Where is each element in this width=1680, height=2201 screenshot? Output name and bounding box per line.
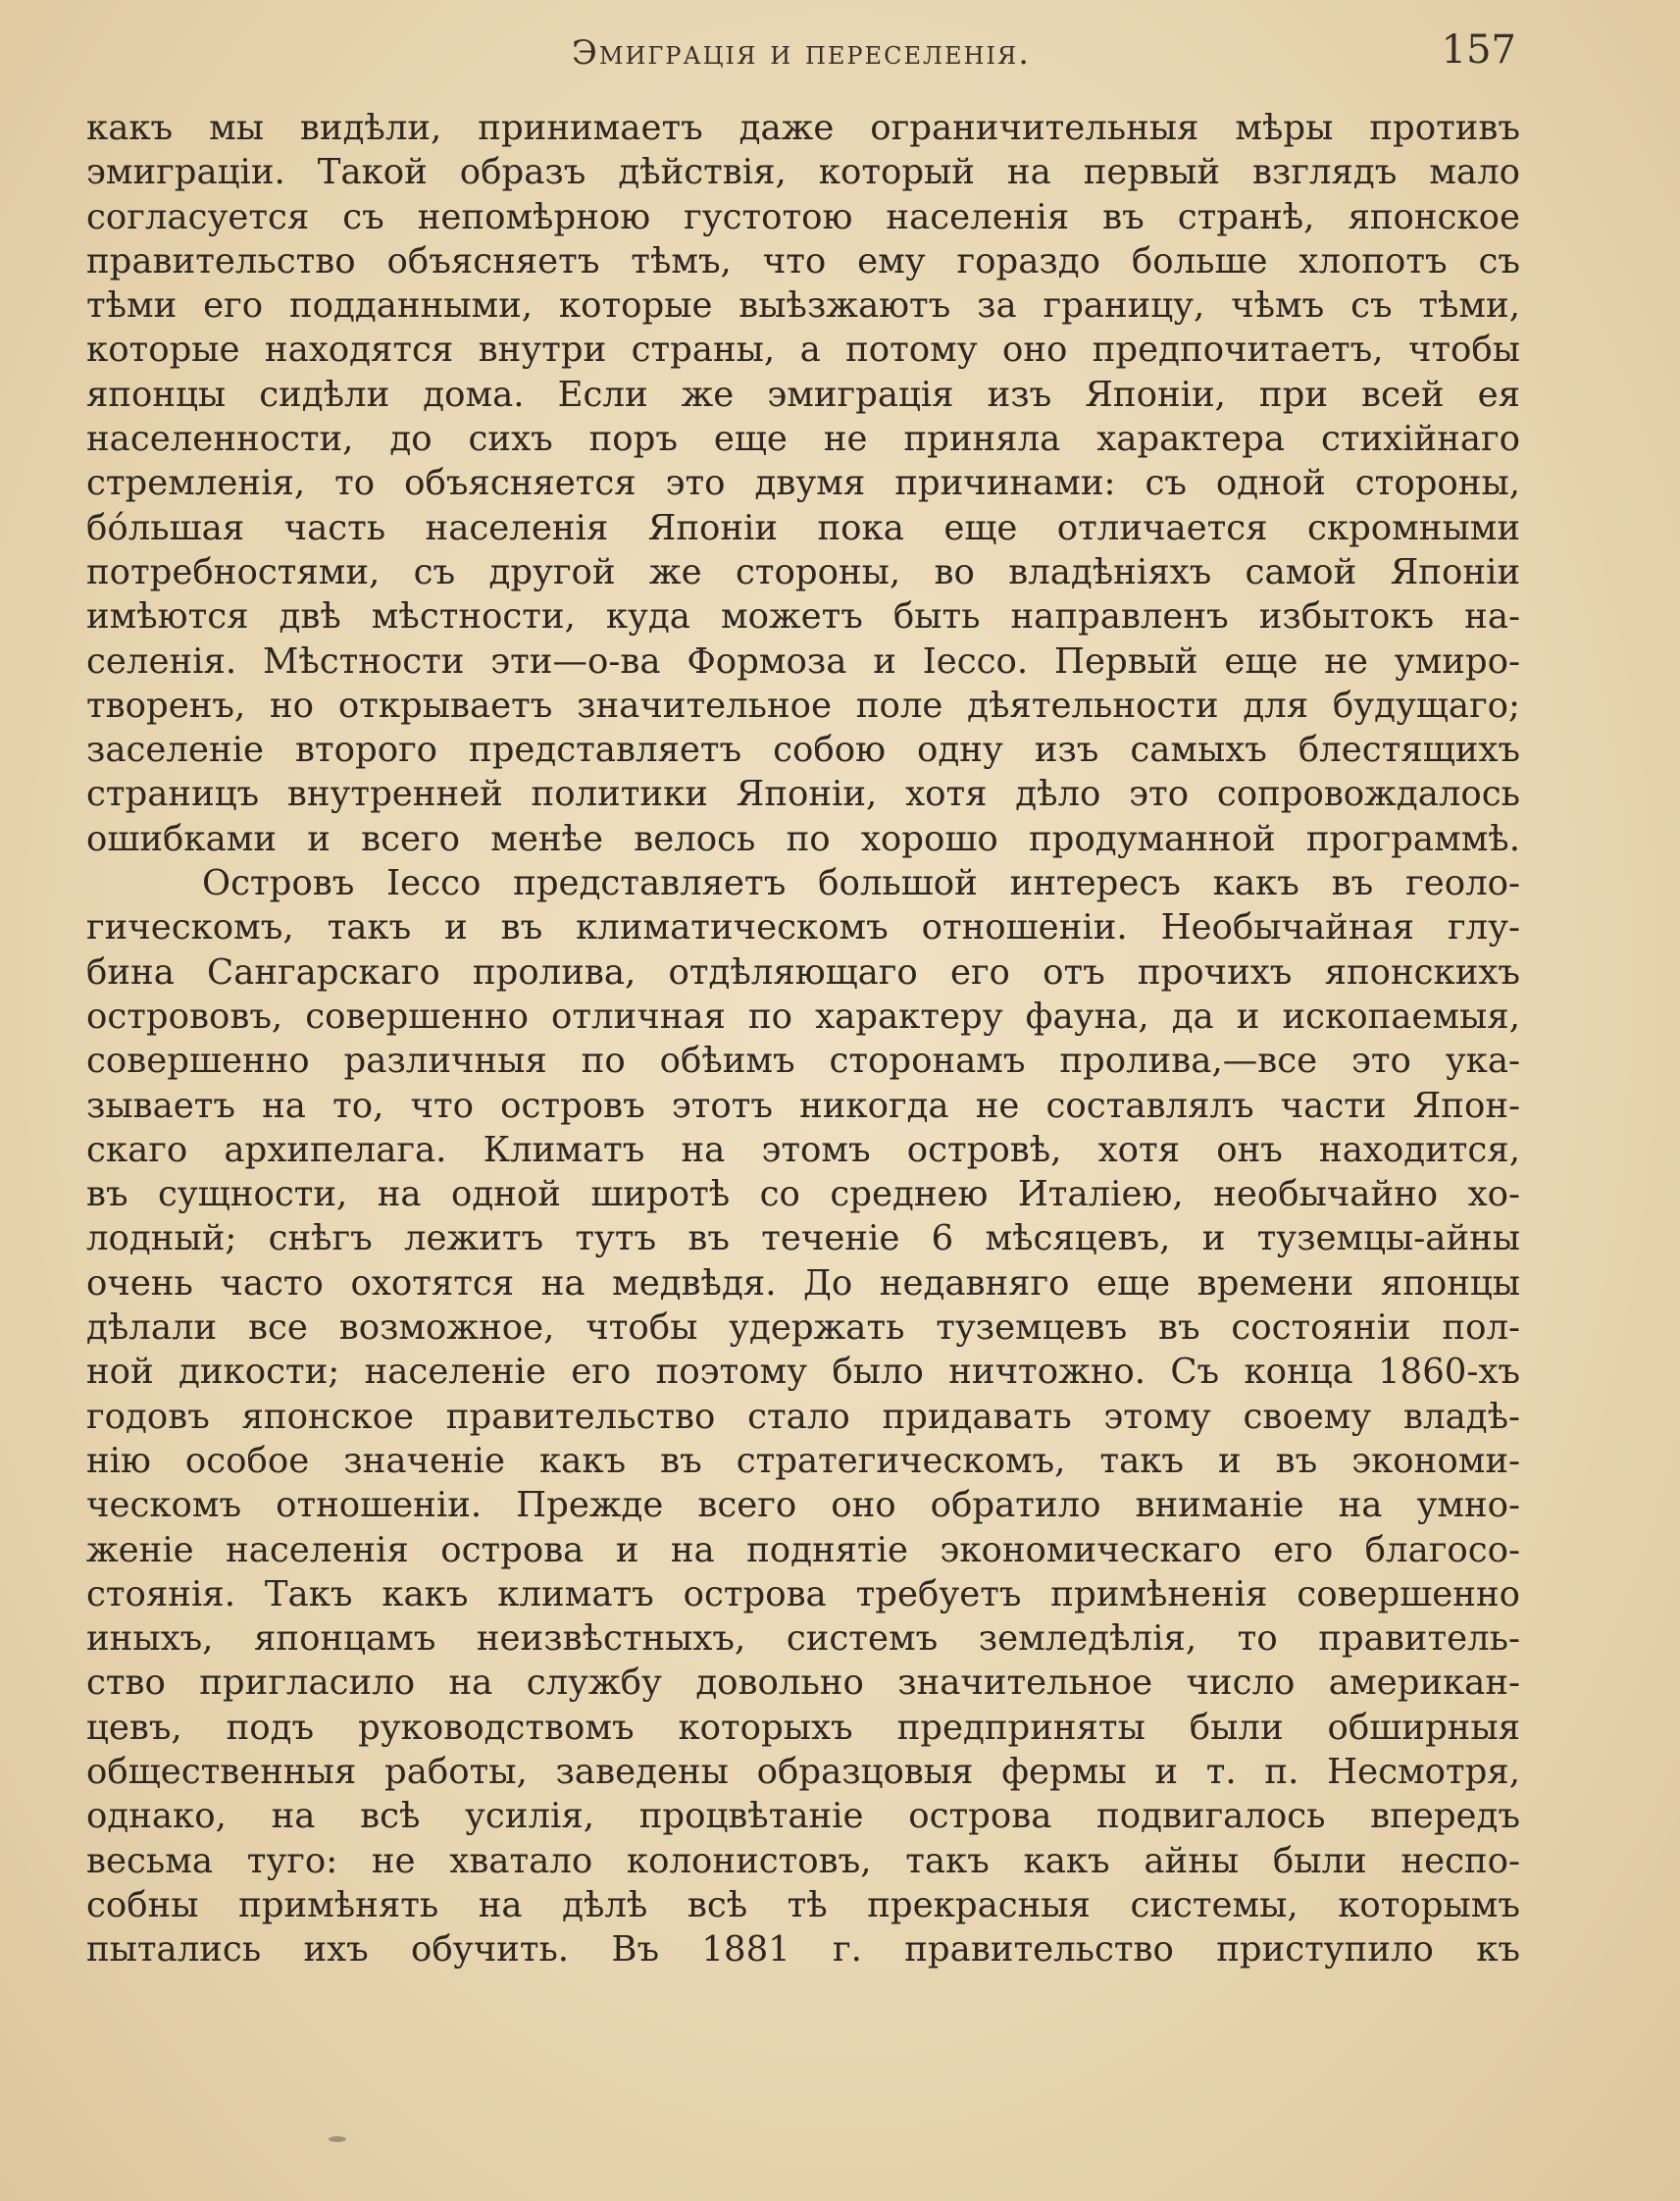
text-line: бина Сангарскаго пролива, отдѣляющаго его отъ прочихъ японскихъ bbox=[86, 951, 1520, 993]
text-line: лодный; снѣгъ лежитъ тутъ въ теченіе 6 мѣсяцевъ, и туземцы-айны bbox=[86, 1218, 1520, 1259]
text-line: имѣются двѣ мѣстности, куда можетъ быть направленъ избытокъ на- bbox=[86, 596, 1520, 638]
text-line: цевъ, подъ руководствомъ которыхъ предприняты были обширныя bbox=[86, 1707, 1520, 1748]
running-head: Эмиграція и переселенія. bbox=[571, 33, 1032, 73]
text-line: заселеніе второго представляетъ собою одну изъ самыхъ блестящихъ bbox=[86, 730, 1520, 771]
text-line: ческомъ отношеніи. Прежде всего оно обратило вниманіе на умно- bbox=[86, 1485, 1520, 1526]
text-line: нію особое значеніе какъ въ стратегическомъ, такъ и въ экономи- bbox=[86, 1440, 1520, 1481]
text-line: годовъ японское правительство стало придавать этому своему владѣ- bbox=[86, 1396, 1520, 1437]
page-header bbox=[86, 27, 1516, 86]
text-line: въ сущности, на одной широтѣ со среднею Италіею, необычайно хо- bbox=[86, 1174, 1520, 1215]
paragraph bbox=[86, 861, 1520, 1971]
text-line: стремленія, то объясняется это двумя причинами: съ одной стороны, bbox=[86, 463, 1520, 504]
text-line: которые находятся внутри страны, а потому оно предпочитаетъ, чтобы bbox=[86, 330, 1520, 371]
text-line: творенъ, но открываетъ значительное поле дѣятельности для будущаго; bbox=[86, 685, 1520, 726]
text-line: страницъ внутренней политики Японіи, хотя дѣло это сопровождалось bbox=[86, 774, 1520, 815]
text-line: зываетъ на то, что островъ этотъ никогда не составлялъ части Япон- bbox=[86, 1085, 1520, 1126]
text-line: Островъ Іессо представляетъ большой интересъ какъ въ геоло- bbox=[202, 863, 1520, 904]
text-line: совершенно различныя по обѣимъ сторонамъ пролива,—все это ука- bbox=[86, 1041, 1520, 1082]
text-line: селенія. Мѣстности эти—о-ва Формоза и Іессо. Первый еще не умиро- bbox=[86, 640, 1520, 682]
text-line: ной дикости; населеніе его поэтому было ничтожно. Съ конца 1860-хъ bbox=[86, 1352, 1520, 1393]
text-line: однако, на всѣ усилія, процвѣтаніе острова подвигалось впередъ bbox=[86, 1796, 1520, 1837]
text-line: ство пригласило на службу довольно значительное число американ- bbox=[86, 1663, 1520, 1704]
text-line: согласуется съ непомѣрною густотою населенія въ странѣ, японское bbox=[86, 196, 1520, 237]
text-line: скаго архипелага. Климатъ на этомъ островѣ, хотя онъ находится, bbox=[86, 1129, 1520, 1170]
text-line: стоянія. Такъ какъ климатъ острова требуетъ примѣненія совершенно bbox=[86, 1573, 1520, 1614]
text-line: женіе населенія острова и на поднятіе экономическаго его благосо- bbox=[86, 1529, 1520, 1570]
text-line: пытались ихъ обучить. Въ 1881 г. правительство приступило къ bbox=[86, 1929, 1520, 1971]
text-line: какъ мы видѣли, принимаетъ даже ограничительныя мѣры противъ bbox=[86, 108, 1520, 148]
body-text bbox=[86, 106, 1520, 1971]
text-line: тѣми его подданными, которые выѣзжаютъ за границу, чѣмъ съ тѣми, bbox=[86, 285, 1520, 327]
text-line: ошибками и всего менѣе велось по хорошо продуманной программѣ. bbox=[86, 818, 1520, 859]
text-line: бо́льшая часть населенія Японіи пока еще отличается скромными bbox=[86, 507, 1520, 548]
text-line: острововъ, совершенно отличная по характеру фауна, да и ископаемыя, bbox=[86, 996, 1520, 1037]
page-number: 157 bbox=[1441, 27, 1516, 73]
ink-smudge bbox=[329, 2136, 346, 2142]
text-line: потребностями, съ другой же стороны, во владѣніяхъ самой Японіи bbox=[86, 551, 1520, 592]
text-line: японцы сидѣли дома. Если же эмиграція изъ Японіи, при всей ея bbox=[86, 374, 1520, 415]
text-line: общественныя работы, заведены образцовыя фермы и т. п. Несмотря, bbox=[86, 1751, 1520, 1792]
text-line: весьма туго: не хватало колонистовъ, такъ какъ айны были неспо- bbox=[86, 1840, 1520, 1881]
text-line: иныхъ, японцамъ неизвѣстныхъ, системъ земледѣлія, то правитель- bbox=[86, 1618, 1520, 1660]
text-line: дѣлали все возможное, чтобы удержать туземцевъ въ состояніи пол- bbox=[86, 1307, 1520, 1349]
text-line: населенности, до сихъ поръ еще не приняла характера стихійнаго bbox=[86, 419, 1520, 460]
paragraph bbox=[86, 106, 1520, 861]
text-line: правительство объясняетъ тѣмъ, что ему гораздо больше хлопотъ съ bbox=[86, 240, 1520, 282]
text-line: гическомъ, такъ и въ климатическомъ отношеніи. Необычайная глу- bbox=[86, 907, 1520, 948]
text-line: собны примѣнять на дѣлѣ всѣ тѣ прекрасныя системы, которымъ bbox=[86, 1884, 1520, 1925]
text-line: очень часто охотятся на медвѣдя. До недавняго еще времени японцы bbox=[86, 1262, 1520, 1304]
text-line: эмиграціи. Такой образъ дѣйствія, который на первый взглядъ мало bbox=[86, 152, 1520, 193]
